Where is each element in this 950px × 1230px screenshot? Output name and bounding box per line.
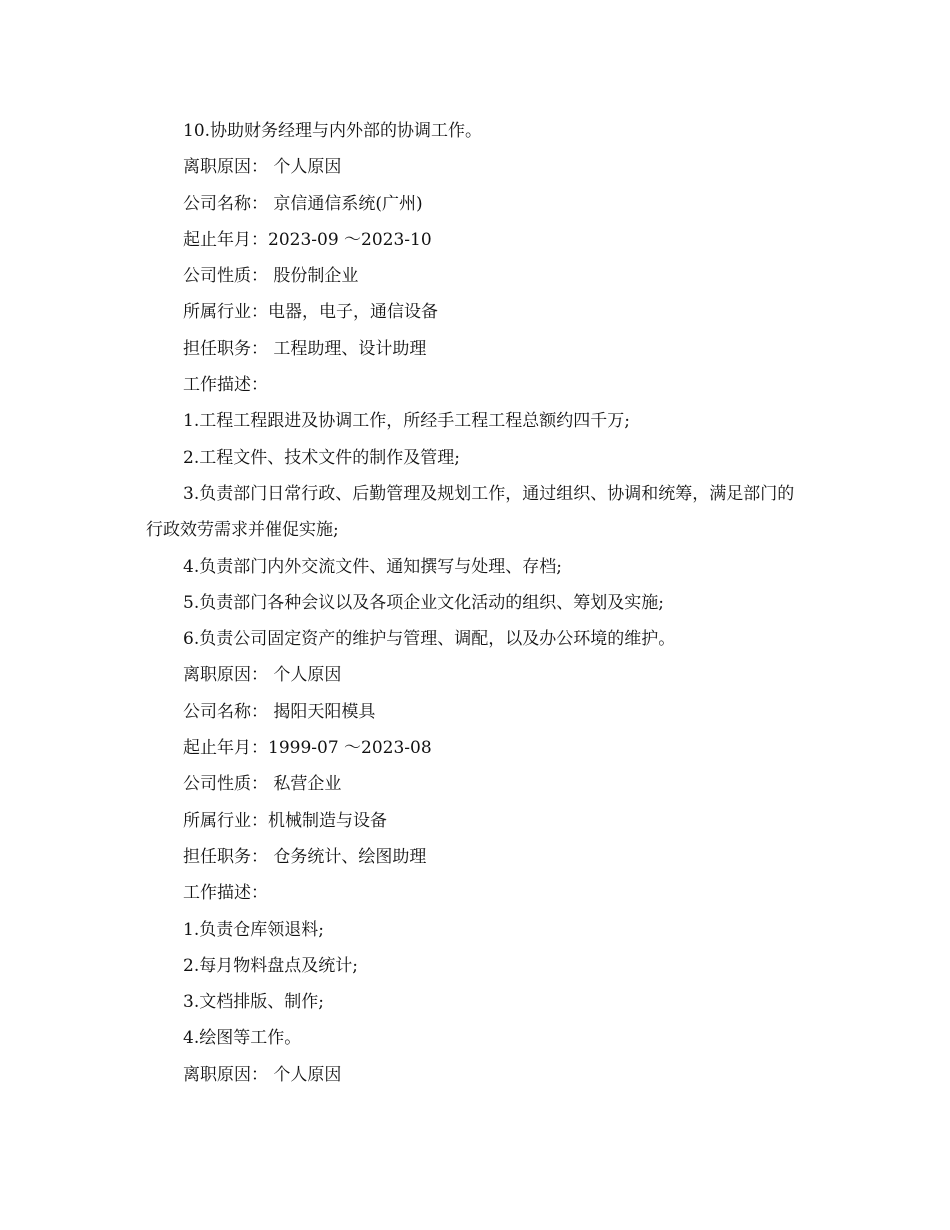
text-line: 工作描述： [183,375,268,396]
document-body [146,113,806,1093]
text-line: 3.文档排版、制作; [183,992,324,1013]
text-line: 2.工程文件、技术文件的制作及管理; [183,447,460,468]
text-line: 工作描述： [183,883,268,904]
text-line: 担任职务： 工程助理、设计助理 [183,338,427,359]
text-line: 公司性质： 股份制企业 [183,266,359,287]
text-line: 起止年月：2023-09 ～2023-10 [183,229,432,250]
text-line: 5.负责部门各种会议以及各项企业文化活动的组织、筹划及实施; [183,592,664,613]
text-line: 离职原因： 个人原因 [183,665,342,686]
text-line: 6.负责公司固定资产的维护与管理、调配，以及办公环境的维护。 [183,629,676,650]
text-line: 公司性质： 私营企业 [183,774,342,795]
text-line: 所属行业：机械制造与设备 [183,810,387,831]
text-line: 10.协助财务经理与内外部的协调工作。 [183,121,483,141]
text-line: 公司名称： 京信通信系统(广州) [183,193,423,214]
text-line: 1.工程工程跟进及协调工作，所经手工程工程总额约四千万; [183,411,630,432]
text-line: 4.绘图等工作。 [183,1028,302,1049]
text-line: 公司名称： 揭阳天阳模具 [183,701,376,722]
text-line: 所属行业：电器，电子，通信设备 [183,302,438,323]
text-line: 担任职务： 仓务统计、绘图助理 [183,846,427,867]
text-line: 1.负责仓库领退料; [183,919,324,940]
text-line: 4.负责部门内外交流文件、通知撰写与处理、存档; [183,556,562,577]
text-line: 2.每月物料盘点及统计; [183,955,358,976]
text-line: 离职原因： 个人原因 [183,157,342,178]
text-line: 起止年月：1999-07 ～2023-08 [183,738,432,759]
text-line: 离职原因： 个人原因 [183,1064,342,1085]
text-paragraph: 3.负责部门日常行政、后勤管理及规划工作，通过组织、协调和统筹，满足部门的行政效劳需求并催促实施; [146,483,795,541]
